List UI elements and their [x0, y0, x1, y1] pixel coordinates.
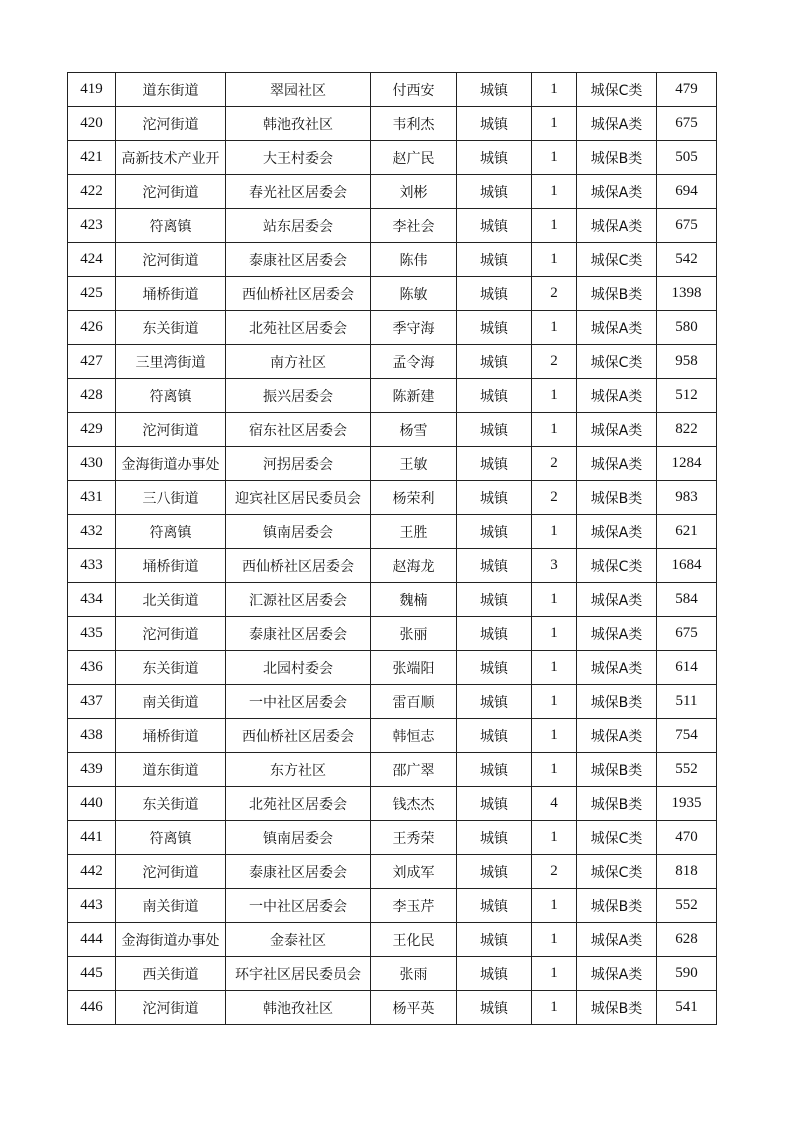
cell-number: 444	[68, 923, 116, 957]
cell-category: 城保B类	[577, 277, 657, 311]
cell-person-count: 2	[532, 481, 577, 515]
table-row	[68, 651, 717, 685]
cell-community: 北苑社区居委会	[226, 311, 371, 345]
cell-name: 孟令海	[371, 345, 457, 379]
cell-street: 埇桥街道	[116, 549, 226, 583]
cell-street: 符离镇	[116, 379, 226, 413]
cell-amount: 470	[657, 821, 717, 855]
cell-category: 城保A类	[577, 379, 657, 413]
cell-number: 426	[68, 311, 116, 345]
cell-person-count: 1	[532, 923, 577, 957]
cell-category: 城保A类	[577, 311, 657, 345]
cell-person-count: 1	[532, 311, 577, 345]
cell-amount: 675	[657, 617, 717, 651]
cell-category: 城保C类	[577, 73, 657, 107]
cell-street: 符离镇	[116, 515, 226, 549]
cell-amount: 983	[657, 481, 717, 515]
cell-street: 沱河街道	[116, 617, 226, 651]
table-row	[68, 209, 717, 243]
cell-person-count: 1	[532, 651, 577, 685]
cell-person-count: 1	[532, 991, 577, 1025]
cell-category: 城保A类	[577, 651, 657, 685]
cell-amount: 541	[657, 991, 717, 1025]
cell-amount: 584	[657, 583, 717, 617]
cell-area-type: 城镇	[457, 787, 532, 821]
cell-category: 城保A类	[577, 719, 657, 753]
cell-name: 王胜	[371, 515, 457, 549]
cell-street: 沱河街道	[116, 413, 226, 447]
cell-area-type: 城镇	[457, 957, 532, 991]
cell-person-count: 2	[532, 447, 577, 481]
cell-category: 城保A类	[577, 583, 657, 617]
cell-name: 魏楠	[371, 583, 457, 617]
cell-area-type: 城镇	[457, 651, 532, 685]
cell-person-count: 1	[532, 107, 577, 141]
cell-person-count: 1	[532, 821, 577, 855]
cell-name: 赵广民	[371, 141, 457, 175]
cell-person-count: 1	[532, 209, 577, 243]
cell-area-type: 城镇	[457, 243, 532, 277]
cell-area-type: 城镇	[457, 447, 532, 481]
cell-category: 城保B类	[577, 753, 657, 787]
cell-person-count: 1	[532, 685, 577, 719]
cell-number: 445	[68, 957, 116, 991]
cell-amount: 1284	[657, 447, 717, 481]
cell-amount: 511	[657, 685, 717, 719]
cell-community: 迎宾社区居民委员会	[226, 481, 371, 515]
cell-number: 431	[68, 481, 116, 515]
cell-name: 陈新建	[371, 379, 457, 413]
table-row	[68, 515, 717, 549]
cell-community: 春光社区居委会	[226, 175, 371, 209]
cell-street: 道东街道	[116, 753, 226, 787]
cell-area-type: 城镇	[457, 923, 532, 957]
cell-name: 李玉芹	[371, 889, 457, 923]
cell-community: 汇源社区居委会	[226, 583, 371, 617]
cell-person-count: 1	[532, 141, 577, 175]
cell-category: 城保B类	[577, 787, 657, 821]
table-row	[68, 855, 717, 889]
cell-amount: 552	[657, 889, 717, 923]
cell-person-count: 1	[532, 957, 577, 991]
cell-community: 西仙桥社区居委会	[226, 719, 371, 753]
cell-street: 西关街道	[116, 957, 226, 991]
cell-area-type: 城镇	[457, 345, 532, 379]
cell-number: 419	[68, 73, 116, 107]
cell-name: 季守海	[371, 311, 457, 345]
cell-number: 428	[68, 379, 116, 413]
cell-number: 438	[68, 719, 116, 753]
cell-street: 沱河街道	[116, 107, 226, 141]
cell-street: 埇桥街道	[116, 719, 226, 753]
table-row	[68, 311, 717, 345]
cell-amount: 512	[657, 379, 717, 413]
cell-area-type: 城镇	[457, 141, 532, 175]
cell-amount: 580	[657, 311, 717, 345]
table-row	[68, 345, 717, 379]
cell-street: 南关街道	[116, 889, 226, 923]
cell-area-type: 城镇	[457, 583, 532, 617]
cell-number: 439	[68, 753, 116, 787]
table-row	[68, 685, 717, 719]
cell-area-type: 城镇	[457, 209, 532, 243]
table-row	[68, 719, 717, 753]
cell-category: 城保B类	[577, 481, 657, 515]
cell-area-type: 城镇	[457, 107, 532, 141]
cell-area-type: 城镇	[457, 277, 532, 311]
cell-person-count: 2	[532, 345, 577, 379]
cell-community: 西仙桥社区居委会	[226, 277, 371, 311]
cell-street: 金海街道办事处	[116, 447, 226, 481]
cell-number: 423	[68, 209, 116, 243]
roster-table	[67, 72, 717, 1025]
cell-name: 杨荣利	[371, 481, 457, 515]
table-row	[68, 753, 717, 787]
table-row	[68, 787, 717, 821]
cell-community: 韩池孜社区	[226, 107, 371, 141]
cell-number: 435	[68, 617, 116, 651]
cell-community: 泰康社区居委会	[226, 855, 371, 889]
cell-number: 430	[68, 447, 116, 481]
cell-name: 陈敏	[371, 277, 457, 311]
cell-category: 城保A类	[577, 923, 657, 957]
cell-amount: 628	[657, 923, 717, 957]
cell-area-type: 城镇	[457, 617, 532, 651]
cell-amount: 1935	[657, 787, 717, 821]
cell-number: 436	[68, 651, 116, 685]
cell-area-type: 城镇	[457, 379, 532, 413]
cell-person-count: 1	[532, 719, 577, 753]
cell-street: 三里湾街道	[116, 345, 226, 379]
cell-street: 北关街道	[116, 583, 226, 617]
cell-street: 沱河街道	[116, 175, 226, 209]
cell-number: 433	[68, 549, 116, 583]
cell-number: 442	[68, 855, 116, 889]
table-row	[68, 583, 717, 617]
cell-area-type: 城镇	[457, 719, 532, 753]
cell-area-type: 城镇	[457, 685, 532, 719]
cell-amount: 542	[657, 243, 717, 277]
cell-person-count: 1	[532, 753, 577, 787]
cell-amount: 818	[657, 855, 717, 889]
cell-amount: 621	[657, 515, 717, 549]
cell-category: 城保B类	[577, 889, 657, 923]
cell-person-count: 3	[532, 549, 577, 583]
cell-name: 张端阳	[371, 651, 457, 685]
cell-area-type: 城镇	[457, 549, 532, 583]
cell-person-count: 2	[532, 855, 577, 889]
cell-amount: 614	[657, 651, 717, 685]
cell-number: 443	[68, 889, 116, 923]
cell-name: 杨平英	[371, 991, 457, 1025]
cell-category: 城保A类	[577, 515, 657, 549]
cell-community: 韩池孜社区	[226, 991, 371, 1025]
cell-area-type: 城镇	[457, 821, 532, 855]
cell-name: 邵广翠	[371, 753, 457, 787]
cell-area-type: 城镇	[457, 311, 532, 345]
roster-body	[68, 73, 717, 1025]
cell-category: 城保C类	[577, 855, 657, 889]
cell-community: 一中社区居委会	[226, 685, 371, 719]
cell-street: 沱河街道	[116, 855, 226, 889]
cell-amount: 675	[657, 209, 717, 243]
table-row	[68, 549, 717, 583]
cell-number: 440	[68, 787, 116, 821]
cell-category: 城保A类	[577, 957, 657, 991]
cell-area-type: 城镇	[457, 481, 532, 515]
cell-street: 道东街道	[116, 73, 226, 107]
cell-category: 城保A类	[577, 413, 657, 447]
cell-category: 城保C类	[577, 243, 657, 277]
cell-amount: 694	[657, 175, 717, 209]
cell-category: 城保A类	[577, 447, 657, 481]
cell-category: 城保B类	[577, 141, 657, 175]
cell-community: 振兴居委会	[226, 379, 371, 413]
cell-name: 张丽	[371, 617, 457, 651]
table-row	[68, 73, 717, 107]
cell-person-count: 1	[532, 413, 577, 447]
cell-community: 环宇社区居民委员会	[226, 957, 371, 991]
cell-number: 446	[68, 991, 116, 1025]
cell-area-type: 城镇	[457, 753, 532, 787]
cell-category: 城保B类	[577, 685, 657, 719]
cell-amount: 958	[657, 345, 717, 379]
cell-street: 东关街道	[116, 311, 226, 345]
cell-category: 城保C类	[577, 345, 657, 379]
cell-amount: 1398	[657, 277, 717, 311]
cell-name: 张雨	[371, 957, 457, 991]
cell-community: 金泰社区	[226, 923, 371, 957]
cell-number: 421	[68, 141, 116, 175]
cell-community: 翠园社区	[226, 73, 371, 107]
cell-person-count: 4	[532, 787, 577, 821]
cell-amount: 754	[657, 719, 717, 753]
cell-community: 泰康社区居委会	[226, 243, 371, 277]
cell-name: 刘成军	[371, 855, 457, 889]
cell-street: 高新技术产业开	[116, 141, 226, 175]
cell-person-count: 1	[532, 243, 577, 277]
table-row	[68, 413, 717, 447]
cell-person-count: 1	[532, 73, 577, 107]
cell-name: 刘彬	[371, 175, 457, 209]
cell-area-type: 城镇	[457, 515, 532, 549]
cell-name: 钱杰杰	[371, 787, 457, 821]
cell-name: 王敏	[371, 447, 457, 481]
table-row	[68, 277, 717, 311]
cell-name: 付西安	[371, 73, 457, 107]
cell-area-type: 城镇	[457, 413, 532, 447]
cell-street: 埇桥街道	[116, 277, 226, 311]
cell-amount: 1684	[657, 549, 717, 583]
cell-area-type: 城镇	[457, 855, 532, 889]
cell-amount: 505	[657, 141, 717, 175]
cell-person-count: 1	[532, 889, 577, 923]
cell-street: 沱河街道	[116, 243, 226, 277]
cell-community: 站东居委会	[226, 209, 371, 243]
cell-number: 434	[68, 583, 116, 617]
cell-name: 王化民	[371, 923, 457, 957]
cell-number: 429	[68, 413, 116, 447]
cell-community: 南方社区	[226, 345, 371, 379]
cell-community: 泰康社区居委会	[226, 617, 371, 651]
cell-street: 南关街道	[116, 685, 226, 719]
cell-street: 金海街道办事处	[116, 923, 226, 957]
cell-area-type: 城镇	[457, 889, 532, 923]
cell-community: 大王村委会	[226, 141, 371, 175]
table-row	[68, 923, 717, 957]
cell-number: 441	[68, 821, 116, 855]
cell-name: 李社会	[371, 209, 457, 243]
cell-number: 427	[68, 345, 116, 379]
cell-street: 东关街道	[116, 787, 226, 821]
cell-street: 符离镇	[116, 209, 226, 243]
cell-community: 西仙桥社区居委会	[226, 549, 371, 583]
table-row	[68, 957, 717, 991]
cell-street: 沱河街道	[116, 991, 226, 1025]
table-row	[68, 243, 717, 277]
table-row	[68, 617, 717, 651]
cell-number: 425	[68, 277, 116, 311]
table-row	[68, 175, 717, 209]
cell-person-count: 1	[532, 617, 577, 651]
cell-community: 宿东社区居委会	[226, 413, 371, 447]
cell-community: 北苑社区居委会	[226, 787, 371, 821]
cell-name: 赵海龙	[371, 549, 457, 583]
cell-person-count: 1	[532, 175, 577, 209]
cell-name: 韩恒志	[371, 719, 457, 753]
cell-person-count: 1	[532, 379, 577, 413]
cell-community: 北园村委会	[226, 651, 371, 685]
cell-area-type: 城镇	[457, 175, 532, 209]
cell-category: 城保B类	[577, 991, 657, 1025]
cell-area-type: 城镇	[457, 991, 532, 1025]
cell-number: 432	[68, 515, 116, 549]
table-row	[68, 481, 717, 515]
table-row	[68, 107, 717, 141]
cell-person-count: 2	[532, 277, 577, 311]
table-row	[68, 379, 717, 413]
table-row	[68, 821, 717, 855]
cell-category: 城保A类	[577, 617, 657, 651]
table-row	[68, 889, 717, 923]
cell-category: 城保C类	[577, 549, 657, 583]
cell-number: 420	[68, 107, 116, 141]
cell-name: 陈伟	[371, 243, 457, 277]
cell-community: 一中社区居委会	[226, 889, 371, 923]
cell-area-type: 城镇	[457, 73, 532, 107]
cell-street: 符离镇	[116, 821, 226, 855]
cell-name: 王秀荣	[371, 821, 457, 855]
cell-number: 424	[68, 243, 116, 277]
cell-name: 韦利杰	[371, 107, 457, 141]
cell-community: 河拐居委会	[226, 447, 371, 481]
cell-category: 城保A类	[577, 175, 657, 209]
cell-category: 城保C类	[577, 821, 657, 855]
cell-amount: 675	[657, 107, 717, 141]
table-row	[68, 141, 717, 175]
table-row	[68, 447, 717, 481]
cell-street: 东关街道	[116, 651, 226, 685]
cell-amount: 479	[657, 73, 717, 107]
cell-amount: 552	[657, 753, 717, 787]
cell-street: 三八街道	[116, 481, 226, 515]
cell-person-count: 1	[532, 583, 577, 617]
cell-amount: 822	[657, 413, 717, 447]
cell-community: 镇南居委会	[226, 515, 371, 549]
table-row	[68, 991, 717, 1025]
cell-amount: 590	[657, 957, 717, 991]
cell-community: 东方社区	[226, 753, 371, 787]
cell-name: 雷百顺	[371, 685, 457, 719]
cell-number: 437	[68, 685, 116, 719]
cell-name: 杨雪	[371, 413, 457, 447]
cell-category: 城保A类	[577, 209, 657, 243]
cell-category: 城保A类	[577, 107, 657, 141]
cell-number: 422	[68, 175, 116, 209]
cell-community: 镇南居委会	[226, 821, 371, 855]
cell-person-count: 1	[532, 515, 577, 549]
